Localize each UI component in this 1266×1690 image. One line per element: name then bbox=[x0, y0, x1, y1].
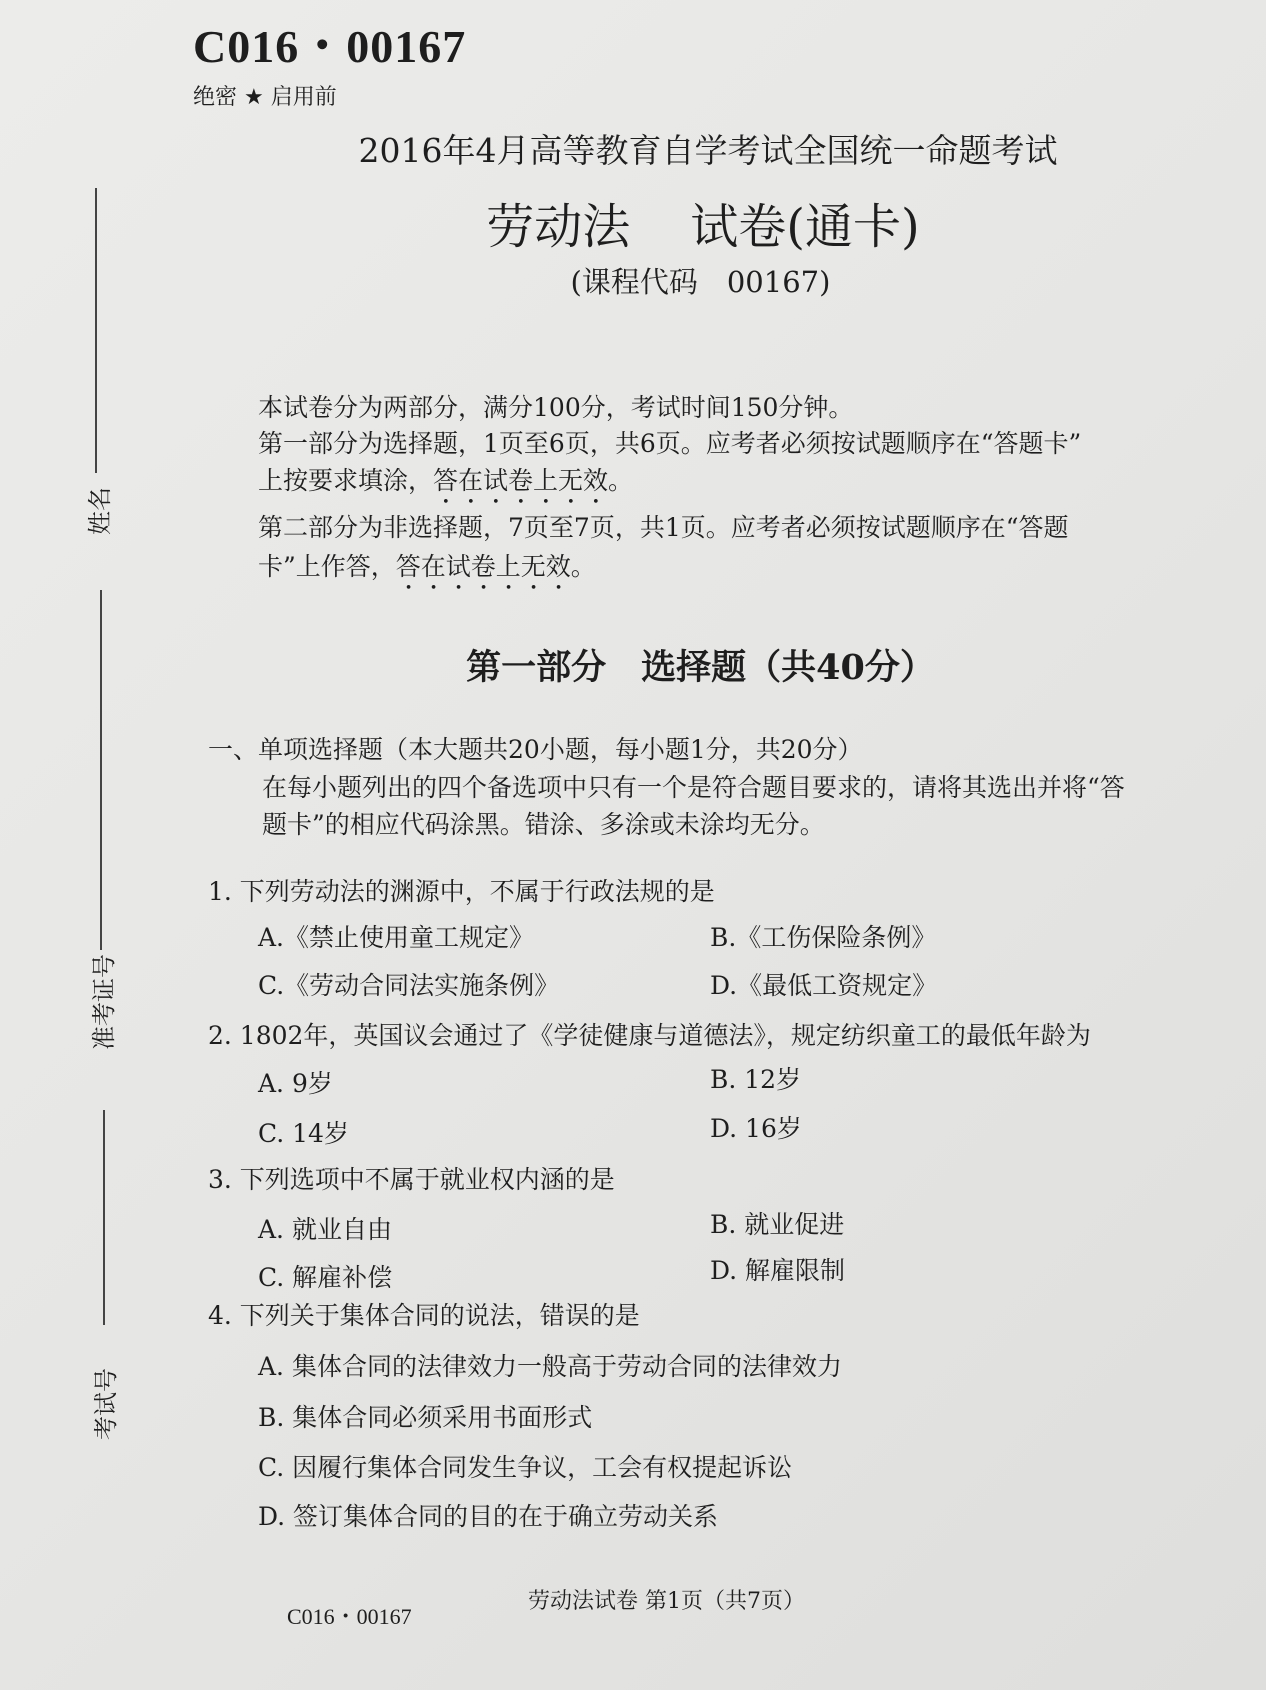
option: D. 16岁 bbox=[710, 1114, 802, 1143]
instruction-text: 。 bbox=[608, 466, 634, 495]
question-stem: 2. 1802年，英国议会通过了《学徒健康与道德法》，规定纺织童工的最低年龄为 bbox=[208, 1021, 1091, 1050]
course-code: (课程代码 00167) bbox=[570, 265, 831, 299]
option: C. 解雇补偿 bbox=[258, 1263, 393, 1292]
exam-no-label: 考试号 bbox=[92, 1368, 120, 1440]
instruction-text: 。 bbox=[570, 552, 596, 581]
name-field-line[interactable] bbox=[95, 188, 97, 473]
instruction-text: 卡”上作答， bbox=[258, 552, 396, 581]
emphasized-text: 答在试卷上无效 bbox=[395, 552, 571, 581]
question-stem: 4. 下列关于集体合同的说法，错误的是 bbox=[208, 1301, 640, 1330]
before-use-label: 启用前 bbox=[270, 85, 337, 110]
instruction-line bbox=[258, 461, 633, 510]
option: D. 签订集体合同的目的在于确立劳动关系 bbox=[258, 1502, 719, 1531]
footer-page: 劳动法试卷 第1页（共7页） bbox=[528, 1589, 805, 1614]
question-stem: 1. 下列劳动法的渊源中，不属于行政法规的是 bbox=[208, 877, 715, 906]
option: A. 9岁 bbox=[258, 1069, 333, 1098]
part-one-title: 第一部分 选择题（共40分） bbox=[466, 647, 935, 688]
instruction-line: 第一部分为选择题，1页至6页，共6页。应考者必须按试题顺序在“答题卡” bbox=[258, 429, 1082, 458]
paper-type: 试卷(通卡) bbox=[690, 199, 920, 255]
question-stem: 3. 下列选项中不属于就业权内涵的是 bbox=[208, 1165, 615, 1194]
instruction-text: 上按要求填涂， bbox=[258, 466, 434, 495]
exam-no-field-line[interactable] bbox=[103, 1110, 105, 1325]
exam-title: 2016年4月高等教育自学考试全国统一命题考试 bbox=[358, 131, 1058, 170]
option: B. 12岁 bbox=[710, 1065, 802, 1094]
section-description: 题卡”的相应代码涂黑。错涂、多涂或未涂均无分。 bbox=[262, 810, 825, 839]
instruction-line: 本试卷分为两部分，满分100分，考试时间150分钟。 bbox=[258, 393, 854, 422]
option: B.《工伤保险条例》 bbox=[710, 923, 937, 952]
section-description: 在每小题列出的四个备选项中只有一个是符合题目要求的，请将其选出并将“答 bbox=[262, 773, 1125, 802]
option: A. 就业自由 bbox=[258, 1215, 392, 1244]
section-heading: 一、单项选择题（本大题共20小题，每小题1分，共20分） bbox=[208, 735, 863, 764]
instruction-line: 第二部分为非选择题，7页至7页，共1页。应考者必须按试题顺序在“答题 bbox=[258, 513, 1069, 542]
paper-code: C016・00167 bbox=[193, 21, 467, 72]
confidential-mark bbox=[193, 80, 337, 111]
emphasized-text: 答在试卷上无效 bbox=[433, 466, 609, 495]
option: B. 就业促进 bbox=[710, 1210, 845, 1239]
option: D. 解雇限制 bbox=[710, 1256, 846, 1285]
option: A.《禁止使用童工规定》 bbox=[258, 923, 535, 952]
option: B. 集体合同必须采用书面形式 bbox=[258, 1403, 593, 1432]
option: C. 因履行集体合同发生争议，工会有权提起诉讼 bbox=[258, 1453, 793, 1482]
paper-title bbox=[0, 188, 1266, 257]
star-icon: ★ bbox=[244, 85, 264, 110]
option: C. 14岁 bbox=[258, 1119, 349, 1148]
footer-code: C016・00167 bbox=[287, 1604, 412, 1629]
option: D.《最低工资规定》 bbox=[710, 971, 938, 1000]
name-label: 姓名 bbox=[86, 487, 114, 535]
admission-label: 准考证号 bbox=[90, 954, 118, 1050]
option: A. 集体合同的法律效力一般高于劳动合同的法律效力 bbox=[258, 1352, 842, 1381]
instruction-line bbox=[258, 547, 596, 596]
subject: 劳动法 bbox=[486, 199, 631, 255]
confidential-label: 绝密 bbox=[193, 85, 238, 110]
option: C.《劳动合同法实施条例》 bbox=[258, 971, 560, 1000]
